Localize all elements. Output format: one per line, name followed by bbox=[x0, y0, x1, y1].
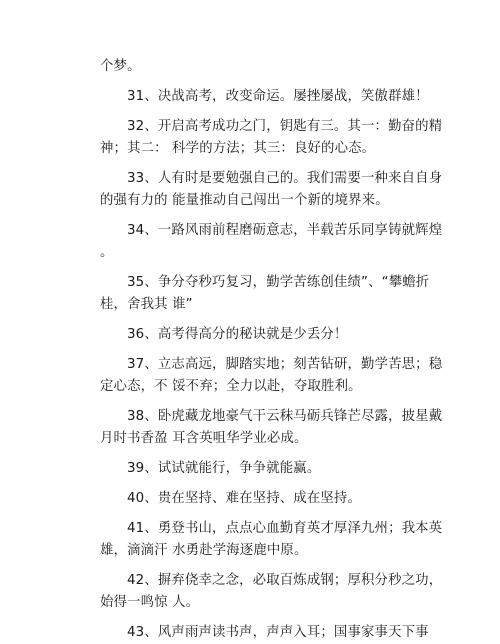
text-line: 定心态，不 馁不弃；全力以赴，夺取胜利。 bbox=[100, 379, 362, 394]
text-line: 38、卧虎藏龙地豪气干云秣马砺兵锋芒尽露，披星戴 bbox=[127, 409, 443, 424]
text-line: 31、决战高考，改变命运。屡挫屡战，笑傲群雄！ bbox=[127, 89, 429, 104]
text-line: 33、人有时是要勉强自己的。我们需要一种来自自身 bbox=[127, 171, 443, 186]
text-line: 神；其二： 科学的方法；其三：良好的心态。 bbox=[100, 141, 376, 156]
text-line: 41、勇登书山，点点心血勤育英才厚泽九州；我本英 bbox=[127, 521, 443, 536]
text-line: 39、试试就能行，争争就能赢。 bbox=[127, 461, 321, 476]
text-line: 32、开启高考成功之门，钥匙有三。其一：勤奋的精 bbox=[127, 119, 443, 134]
document-body bbox=[100, 56, 443, 644]
text-line: 始得一鸣惊 人。 bbox=[100, 595, 200, 610]
text-line: 42、摒弃侥幸之念，必取百炼成钢；厚积分秒之功， bbox=[127, 573, 443, 588]
text-line: 的强有力的 能量推动自己闯出一个新的境界来。 bbox=[100, 193, 389, 208]
text-line: 个梦。 bbox=[100, 59, 141, 74]
text-line: 43、风声雨声读书声，声声入耳；国事家事天下事 bbox=[127, 625, 429, 640]
text-line: 36、高考得高分的秘诀就是少丢分！ bbox=[127, 327, 348, 342]
text-line: 35、争分夺秒巧复习，勤学苦练创佳绩”、“攀蟾折 bbox=[127, 275, 430, 290]
text-line: 雄，滴滴汗 水勇赴学海逐鹿中原。 bbox=[100, 543, 308, 558]
text-line: 月时书香盈 耳含英咀华学业必成。 bbox=[100, 431, 308, 446]
text-line: 40、贵在坚持、难在坚持、成在坚持。 bbox=[127, 491, 361, 506]
text-line: 34、一路风雨前程磨砺意志，半载苦乐同享铸就辉煌 bbox=[127, 223, 443, 238]
text-line: 37、立志高远，脚踏实地；刻苦钻研，勤学苦思；稳 bbox=[127, 357, 443, 372]
text-line: 桂，舍我其 谁” bbox=[100, 297, 193, 312]
text-line: 。 bbox=[100, 245, 114, 260]
